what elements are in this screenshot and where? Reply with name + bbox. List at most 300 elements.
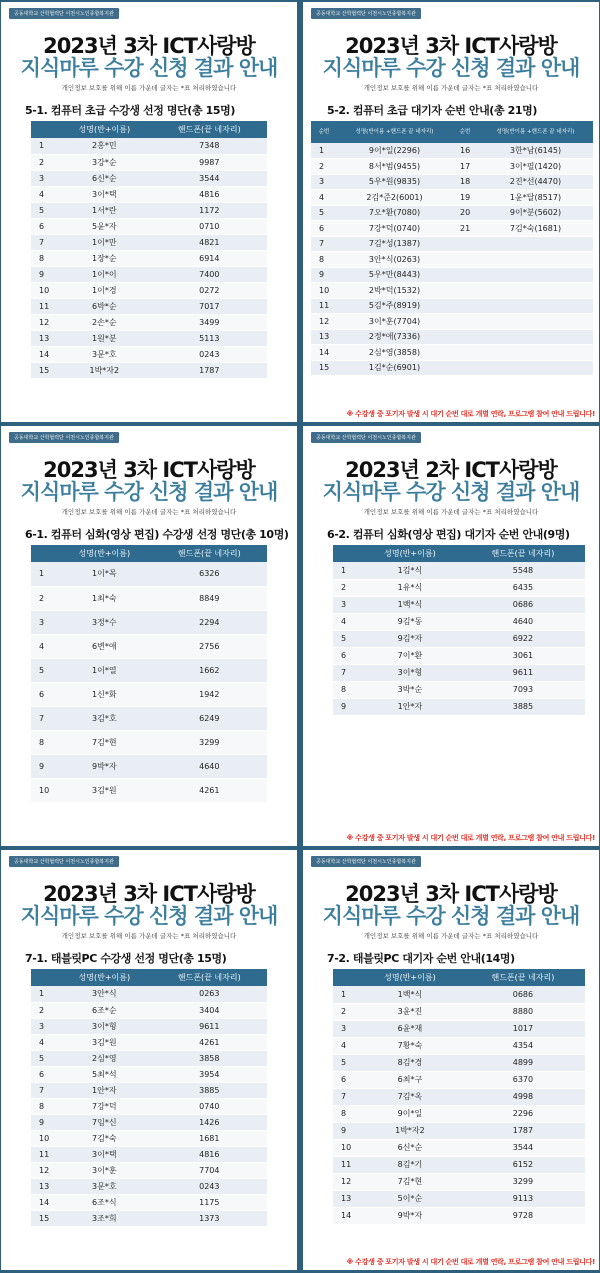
cell-name-phone: 1윤*달(8517) [478,190,593,206]
cell-order: 13 [31,330,57,346]
cell-name-phone: 3이*필(1420) [478,159,593,175]
cell-order: 3 [333,596,359,613]
header-tag: 공동대학교 산학협력단 이천시노인종합복지관 [311,856,421,867]
cell-name: 8김*기 [359,1156,461,1173]
title-line2: 지식마루 수강 신청 결과 안내 [322,904,580,928]
table-row [31,1146,267,1162]
cell-phone: 6922 [461,630,585,647]
table-row [333,1071,585,1088]
cell-name: 6변*애 [57,634,152,658]
cell-order [452,283,478,299]
cell-name: 3박*순 [359,681,461,698]
table-row [31,658,267,682]
cell-order: 12 [31,1162,57,1178]
table-row [311,298,593,314]
privacy-note: 개인정보 보호를 위해 이름 가운데 글자는 *표 처리하였습니다 [363,84,539,92]
cell-name: 3이*택 [57,186,152,202]
cell-name-phone: 5김*주(8919) [337,298,452,314]
cell-phone: 3544 [461,1139,585,1156]
cell-order: 7 [311,236,337,252]
cell-order [452,360,478,376]
cell-name-phone [478,252,593,268]
cell-order: 19 [452,190,478,206]
cell-order: 8 [31,1098,57,1114]
cell-name: 1박*자2 [57,362,152,378]
cell-phone: 1787 [461,1122,585,1139]
cell-order: 3 [31,170,57,186]
cell-name: 3이*형 [57,1018,152,1034]
cell-name: 8김*경 [359,1054,461,1071]
cell-order: 2 [333,1003,359,1020]
table-row [31,1130,267,1146]
cell-name: 6조*식 [57,1194,152,1210]
cell-phone: 9987 [152,154,267,170]
cell-name-phone: 3이*훈(7704) [337,314,452,330]
cell-order: 9 [333,1122,359,1139]
cell-order: 2 [333,579,359,596]
cell-phone: 0686 [461,596,585,613]
privacy-note: 개인정보 보호를 위해 이름 가운데 글자는 *표 처리하였습니다 [61,508,237,516]
table-row [31,1018,267,1034]
header-tag: 공동대학교 산학협력단 이천시노인종합복지관 [9,8,119,19]
title-line2: 지식마루 수강 신청 결과 안내 [322,56,580,80]
cell-order: 9 [333,698,359,715]
cell-phone: 1787 [152,362,267,378]
cell-name-phone [478,314,593,330]
cell-order: 15 [31,362,57,378]
cell-phone: 3954 [152,1066,267,1082]
cell-phone: 4821 [152,234,267,250]
cell-order: 2 [31,154,57,170]
title-line2: 지식마루 수강 신청 결과 안내 [20,904,278,928]
cell-name: 5이*순 [359,1190,461,1207]
cell-order: 15 [31,1210,57,1226]
cell-phone: 8849 [152,586,267,610]
cell-name: 3문*호 [57,346,152,362]
cell-order [452,298,478,314]
table-row [333,1105,585,1122]
cell-name: 3정*수 [57,610,152,634]
cell-name: 6조*순 [57,1002,152,1018]
table-row [333,1190,585,1207]
cell-name: 9김*자 [359,630,461,647]
table-row [333,596,585,613]
col-phone: 핸드폰(끝 네자리) [461,545,585,562]
table-row [311,283,593,299]
table-row [31,778,267,802]
cell-order: 4 [311,190,337,206]
title-line1: 2023년 3차 ICT사랑방 [345,882,557,906]
cell-name: 7임*신 [57,1114,152,1130]
cell-phone: 9611 [152,1018,267,1034]
col-phone: 핸드폰(끝 네자리) [152,121,267,138]
cell-name: 7김*현 [57,730,152,754]
col-phone: 핸드폰(끝 네자리) [152,545,267,562]
cell-phone: 3299 [461,1173,585,1190]
cell-name-phone: 2김*준2(6001) [337,190,452,206]
table-row [31,170,267,186]
table-row [31,1194,267,1210]
cell-order: 18 [452,174,478,190]
cell-order: 3 [31,610,57,634]
table-row [333,1173,585,1190]
cell-phone: 7704 [152,1162,267,1178]
header-tag: 공동대학교 산학협력단 이천시노인종합복지관 [9,432,119,443]
table-row [333,647,585,664]
cell-order: 11 [31,298,57,314]
cell-phone: 4816 [152,186,267,202]
cell-order: 5 [311,205,337,221]
col-order: 순번 [452,121,478,143]
cell-name-phone: 2정*애(7336) [337,329,452,345]
col-order: 순번 [311,121,337,143]
cell-phone: 7093 [461,681,585,698]
cell-order: 10 [333,1139,359,1156]
cell-order: 6 [31,1066,57,1082]
col-name: 성명(반+이름) [57,545,152,562]
table-row [311,205,593,221]
table-row [311,236,593,252]
cell-order: 8 [333,681,359,698]
cell-name: 7김*현 [359,1173,461,1190]
cell-order: 8 [31,250,57,266]
cell-phone: 3499 [152,314,267,330]
cell-order: 6 [333,647,359,664]
cell-name: 1서*란 [57,202,152,218]
table-row [31,250,267,266]
table-row [31,186,267,202]
cell-name-phone [478,345,593,361]
cell-name: 7강*덕 [57,1098,152,1114]
cell-phone: 4354 [461,1037,585,1054]
cell-phone: 2756 [152,634,267,658]
cell-phone: 1175 [152,1194,267,1210]
cell-name-phone: 9이*분(5602) [478,205,593,221]
title-line2: 지식마루 수강 신청 결과 안내 [20,480,278,504]
table-row [31,634,267,658]
cell-name: 1최*숙 [57,586,152,610]
table-row [31,754,267,778]
cell-phone: 2294 [152,610,267,634]
table-row [333,681,585,698]
cell-order: 7 [333,1088,359,1105]
cell-phone: 8880 [461,1003,585,1020]
title-line1: 2023년 3차 ICT사랑방 [43,34,255,58]
col-name: 성명(반+이름) [359,545,461,562]
cell-name: 1이*열 [57,658,152,682]
cell-order: 11 [31,1146,57,1162]
cell-order: 9 [31,266,57,282]
cell-name-phone [478,360,593,376]
cell-name-phone: 7강*덕(0740) [337,221,452,237]
table-row [333,1020,585,1037]
cell-name: 1유*식 [359,579,461,596]
cell-name: 7황*숙 [359,1037,461,1054]
cell-name: 9박*자 [57,754,152,778]
cell-order: 7 [31,706,57,730]
cell-name: 6최*구 [359,1071,461,1088]
table-row [31,346,267,362]
cell-order: 17 [452,159,478,175]
col-name: 성명(반+이름) [359,969,461,986]
cell-order: 6 [31,218,57,234]
col-name-phone: 성명(반이름 +핸드폰 끝 네자리) [337,121,452,143]
cell-phone: 6435 [461,579,585,596]
cell-phone: 0740 [152,1098,267,1114]
table-row [31,154,267,170]
cell-phone: 4899 [461,1054,585,1071]
header-tag: 공동대학교 산학협력단 이천시노인종합복지관 [311,8,421,19]
table-row [31,218,267,234]
cell-phone: 6152 [461,1156,585,1173]
cell-order: 2 [311,159,337,175]
col-name-phone: 성명(반이름 +핸드폰 끝 네자리) [478,121,593,143]
cell-name: 6박*순 [57,298,152,314]
cell-phone: 1942 [152,682,267,706]
col-name: 성명(반+이름) [57,969,152,986]
cell-phone: 9611 [461,664,585,681]
cell-phone: 5548 [461,562,585,579]
cell-order: 4 [31,186,57,202]
title-line1: 2023년 3차 ICT사랑방 [345,34,557,58]
cell-order: 5 [31,1050,57,1066]
cell-order: 10 [31,778,57,802]
cell-name-phone [478,329,593,345]
list-table [31,969,267,1227]
table-row [31,586,267,610]
table-row [333,562,585,579]
panel-5-1 [0,1,298,423]
cell-name-phone: 1김*순(6901) [337,360,452,376]
table-row [333,1037,585,1054]
cell-phone: 3299 [152,730,267,754]
table-row [311,345,593,361]
cell-name: 3이*택 [57,1146,152,1162]
table-row [333,1122,585,1139]
cell-phone: 1373 [152,1210,267,1226]
cell-order: 14 [311,345,337,361]
cell-name: 5윤*자 [57,218,152,234]
privacy-note: 개인정보 보호를 위해 이름 가운데 글자는 *표 처리하였습니다 [61,932,237,940]
table-row [31,1178,267,1194]
waitlist-table [333,545,585,716]
cell-phone: 0272 [152,282,267,298]
cell-order: 1 [311,143,337,159]
cell-phone: 5113 [152,330,267,346]
cell-phone: 0686 [461,986,585,1003]
cell-phone: 1426 [152,1114,267,1130]
table-row [31,298,267,314]
title-line1: 2023년 3차 ICT사랑방 [43,458,255,482]
cell-phone: 1662 [152,658,267,682]
table-row [31,314,267,330]
cell-phone: 3544 [152,170,267,186]
cell-name-phone: 2박*덕(1532) [337,283,452,299]
cell-order: 4 [31,1034,57,1050]
cell-name: 9김*동 [359,613,461,630]
cell-order: 4 [31,634,57,658]
table-row [31,706,267,730]
cell-name: 3김*원 [57,778,152,802]
cell-name: 3조*희 [57,1210,152,1226]
cell-phone: 1017 [461,1020,585,1037]
cell-name-phone: 3한*남(6145) [478,143,593,159]
warning-text: ※ 수강생 중 포기자 발생 시 대기 순번 대로 개별 연락, 프로그램 참여 안내 드립니다! [346,1258,595,1266]
cell-name-phone: 2진*선(4470) [478,174,593,190]
section-title: 7-1. 태블릿PC 수강생 선정 명단(총 15명) [25,952,227,965]
cell-order: 1 [31,138,57,154]
title-line2: 지식마루 수강 신청 결과 안내 [20,56,278,80]
table-row [311,267,593,283]
table-row [333,1003,585,1020]
cell-order: 11 [311,298,337,314]
cell-order [452,252,478,268]
cell-order: 7 [333,664,359,681]
table-row [333,1207,585,1224]
cell-order: 3 [333,1020,359,1037]
cell-name-phone: 2심*영(3858) [337,345,452,361]
cell-order: 10 [31,1130,57,1146]
cell-name: 3이*훈 [57,1162,152,1178]
table-row [311,143,593,159]
cell-order: 9 [311,267,337,283]
table-row [311,174,593,190]
cell-name: 7김*숙 [57,1130,152,1146]
section-title: 5-1. 컴퓨터 초급 수강생 선정 명단(총 15명) [25,104,235,117]
table-row [31,986,267,1002]
cell-order: 5 [31,202,57,218]
cell-name-phone: 7김*숙(1681) [478,221,593,237]
privacy-note: 개인정보 보호를 위해 이름 가운데 글자는 *표 처리하였습니다 [363,508,539,516]
cell-phone: 6326 [152,562,267,586]
cell-phone: 0263 [152,986,267,1002]
table-row [333,579,585,596]
cell-name-phone: 8서*범(9455) [337,159,452,175]
cell-name: 3문*호 [57,1178,152,1194]
col-phone: 핸드폰(끝 네자리) [461,969,585,986]
cell-name: 1신*화 [57,682,152,706]
table-row [311,190,593,206]
cell-order [452,345,478,361]
cell-name: 3김*호 [57,706,152,730]
section-title: 6-2. 컴퓨터 심화(영상 편집) 대기자 순번 안내(9명) [327,528,570,541]
cell-order: 12 [311,314,337,330]
table-row [311,329,593,345]
cell-order: 14 [31,346,57,362]
table-row [31,282,267,298]
col-phone: 핸드폰(끝 네자리) [152,969,267,986]
table-row [31,1210,267,1226]
cell-order: 2 [31,1002,57,1018]
cell-order: 7 [31,1082,57,1098]
cell-name: 9박*자 [359,1207,461,1224]
cell-name: 1안*자 [359,698,461,715]
table-row [31,1002,267,1018]
cell-order: 5 [333,630,359,647]
cell-phone: 0710 [152,218,267,234]
cell-phone: 1172 [152,202,267,218]
cell-order: 6 [31,682,57,706]
cell-order: 14 [31,1194,57,1210]
cell-order: 16 [452,143,478,159]
cell-order: 14 [333,1207,359,1224]
cell-phone: 7017 [152,298,267,314]
table-row [31,362,267,378]
cell-phone: 7400 [152,266,267,282]
cell-order: 4 [333,613,359,630]
cell-phone: 1681 [152,1130,267,1146]
table-row [333,1054,585,1071]
table-row [311,360,593,376]
cell-phone: 4640 [461,613,585,630]
cell-order: 3 [311,174,337,190]
cell-phone: 4998 [461,1088,585,1105]
cell-name: 1박*자2 [359,1122,461,1139]
cell-name: 5최*석 [57,1066,152,1082]
cell-phone: 3885 [461,698,585,715]
table-row [31,730,267,754]
cell-order: 9 [31,1114,57,1130]
cell-name: 3이*형 [359,664,461,681]
cell-order: 6 [333,1071,359,1088]
cell-order: 21 [452,221,478,237]
cell-name-phone: 9이*일(2296) [337,143,452,159]
table-row [311,314,593,330]
cell-name: 1이*만 [57,234,152,250]
privacy-note: 개인정보 보호를 위해 이름 가운데 글자는 *표 처리하였습니다 [61,84,237,92]
cell-order: 11 [333,1156,359,1173]
section-title: 6-1. 컴퓨터 심화(영상 편집) 수강생 선정 명단(총 10명) [25,528,289,541]
table-row [31,682,267,706]
cell-name-phone: 3안*식(0263) [337,252,452,268]
cell-order: 3 [31,1018,57,1034]
table-row [333,1088,585,1105]
cell-phone: 4261 [152,1034,267,1050]
table-row [333,986,585,1003]
cell-order: 12 [31,314,57,330]
panel-5-2 [302,1,600,423]
cell-order: 1 [333,562,359,579]
cell-order: 12 [333,1173,359,1190]
cell-name: 3강*순 [57,154,152,170]
cell-order [452,267,478,283]
cell-name: 2홍*민 [57,138,152,154]
panel-6-2 [302,425,600,847]
cell-name: 1장*순 [57,250,152,266]
table-row [31,1098,267,1114]
table-row [333,1139,585,1156]
table-row [31,202,267,218]
cell-phone: 4816 [152,1146,267,1162]
cell-name: 1이*경 [57,282,152,298]
panel-7-2 [302,849,600,1271]
table-row [31,562,267,586]
cell-order: 4 [333,1037,359,1054]
table-row [31,330,267,346]
cell-name: 3윤*진 [359,1003,461,1020]
cell-phone: 6914 [152,250,267,266]
panel-6-1 [0,425,298,847]
warning-text: ※ 수강생 중 포기자 발생 시 대기 순번 대로 개별 연락, 프로그램 참여 안내 드립니다! [346,410,595,418]
cell-order: 15 [311,360,337,376]
cell-phone: 0243 [152,1178,267,1194]
cell-phone: 6370 [461,1071,585,1088]
cell-name-phone [478,267,593,283]
cell-order: 7 [31,234,57,250]
table-row [311,221,593,237]
cell-name-phone: 7오*환(7080) [337,205,452,221]
table-row [31,610,267,634]
